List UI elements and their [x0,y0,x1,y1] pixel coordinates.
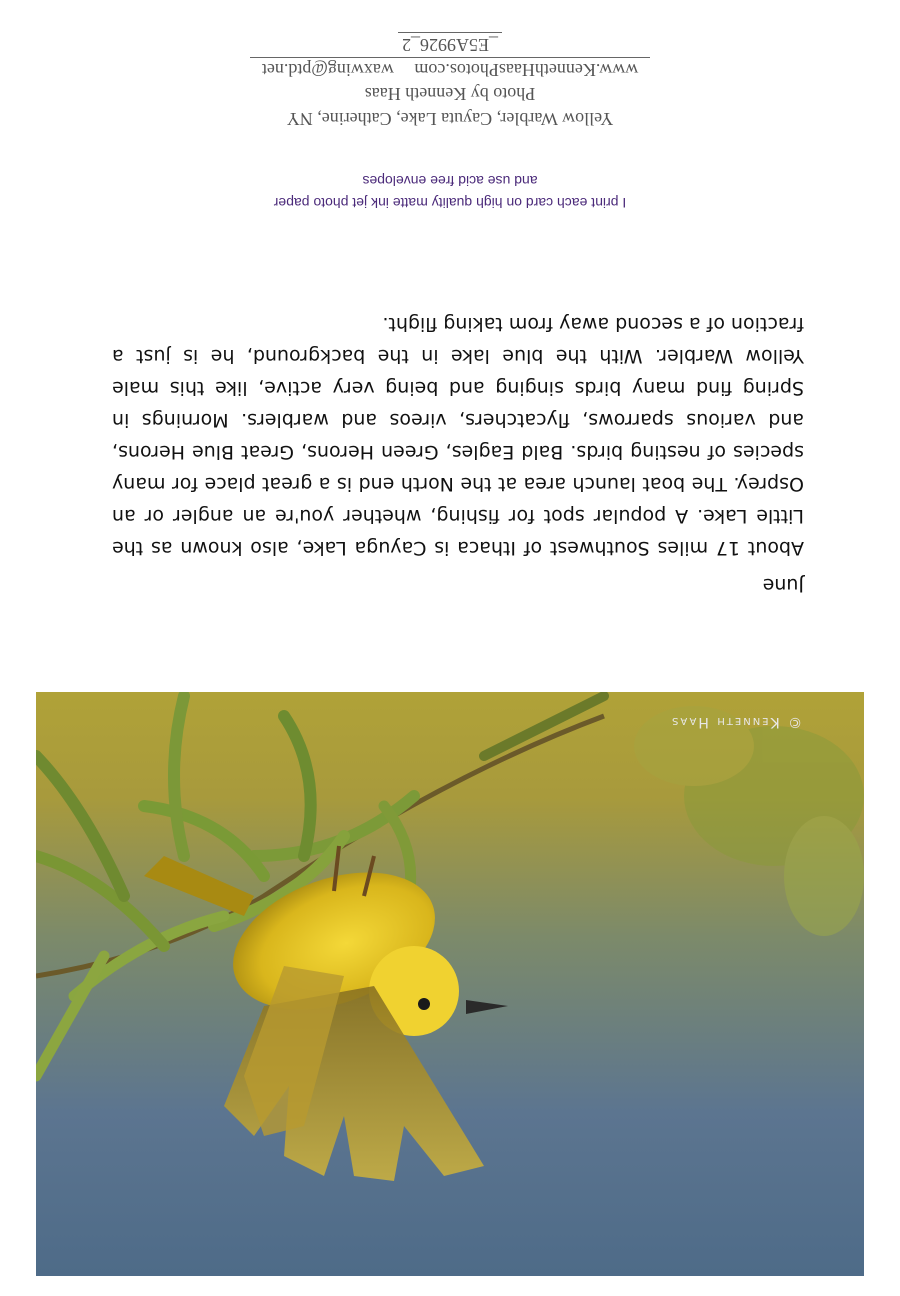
month-label: June [762,574,804,596]
caption-links [250,57,650,82]
card-description: About 17 miles Southwest of Ithaca is Cayuga Lake, also known as the Little Lake. A popular spot for fishing, whether you're an angler or an Osprey. The boat launch area at the North end is a great place for many species of nesting birds. Bald Eagles, Green Herons, Great Blue Herons, and various sparrows, flycatchers, vireos and warblers. Mornings in Spring find many birds singing and being very active, like this male Yellow Warbler. With the blue lake in the background, he is just a fraction of a second away from taking flight. [112,313,804,559]
caption-website: www.KennethHaasPhotos.com [414,60,639,80]
yellow-warbler-illustration [36,692,864,1276]
photo-caption [200,32,700,132]
bird-photo [36,692,864,1276]
foreground-foliage [634,706,864,936]
print-note-line2: and use acid free envelopes [362,173,538,189]
caption-title: Yellow Warbler, Cayuta Lake, Catherine, NY [286,109,614,129]
caption-credit: Photo by Kenneth Haas [364,84,536,104]
caption-photo-id: _E5A9926_2 [398,32,502,57]
caption-email: waxwing@ptd.net [261,60,394,80]
print-note-line1: I print each card on high quality matte ink jet photo paper [273,195,627,211]
yellow-warbler [144,846,508,1181]
photo-copyright: © Kenneth Haas [670,714,803,730]
print-note [120,170,780,214]
